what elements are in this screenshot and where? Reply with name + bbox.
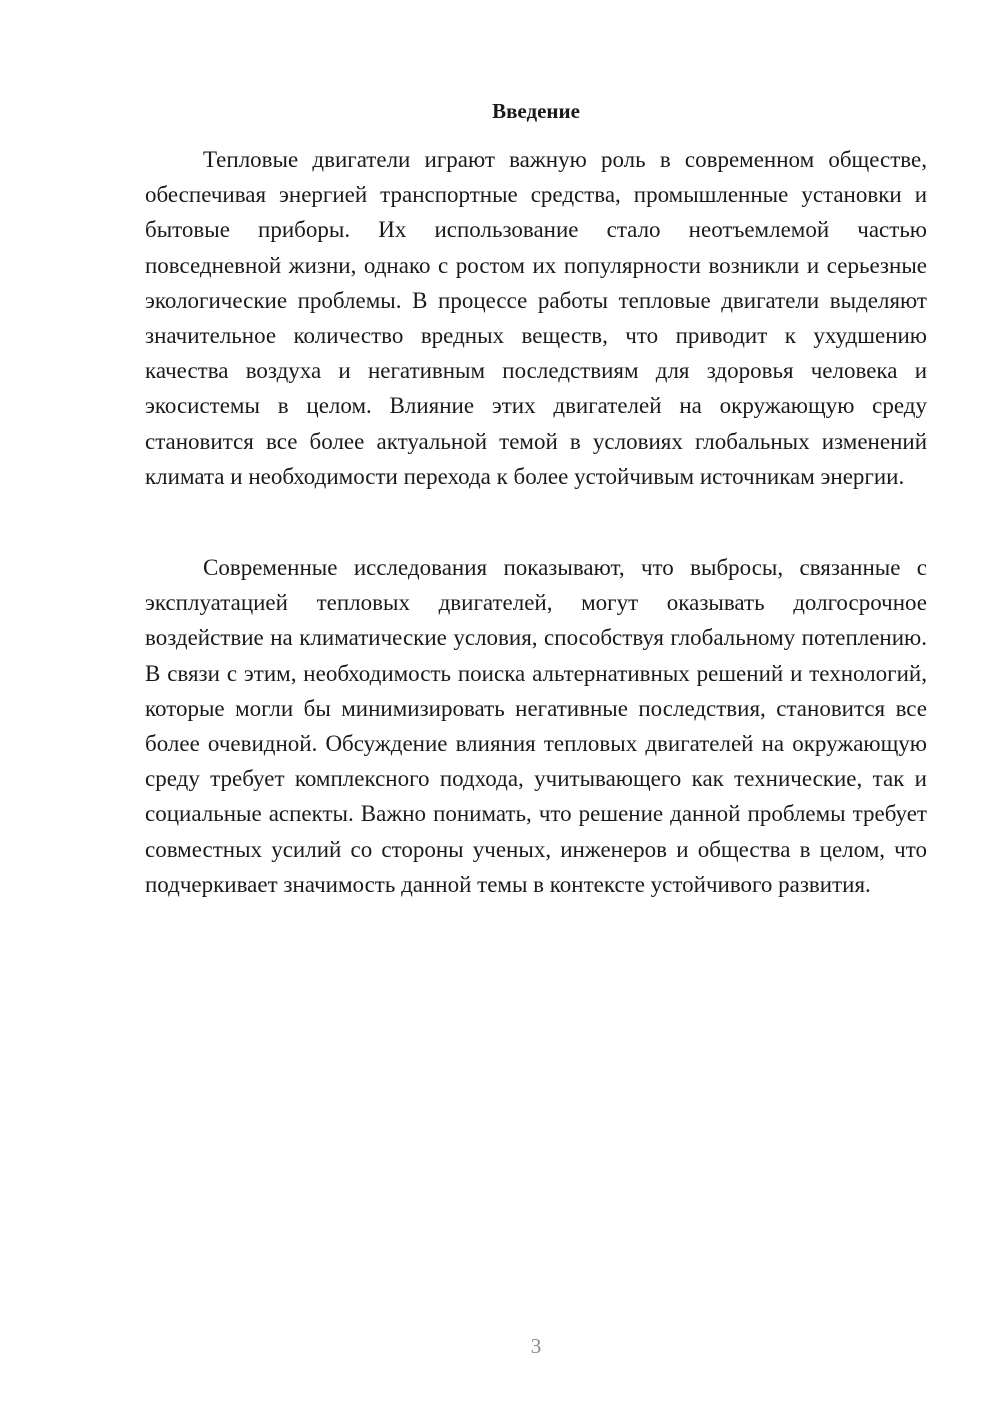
section-title: Введение (492, 99, 580, 123)
paragraph-intro: Тепловые двигатели играют важную роль в современном обществе, обеспечивая энергией транспортные средства, промышленные установки и бытовые приборы. Их использование стало неотъемлемой частью повседневной жизни, однако с ростом их популярности возникли и серьезные экологические проблемы. В процессе работы тепловые двигатели выделяют значительное количество вредных веществ, что приводит к ухудшению качества воздуха и негативным последствиям для здоровья человека и экосистемы в целом. Влияние этих двигателей на окружающую среду становится все более актуальной темой в условиях глобальных изменений климата и необходимости перехода к более устойчивым источникам энергии. (145, 147, 927, 489)
paragraph-research: Современные исследования показывают, что выбросы, связанные с эксплуатацией тепловых двигателей, могут оказывать долгосрочное воздействие на климатические условия, способствуя глобальному потеплению. В связи с этим, необходимость поиска альтернативных решений и технологий, которые могли бы минимизировать негативные последствия, становится все более очевидной. Обсуждение влияния тепловых двигателей на окружающую среду требует комплексного подхода, учитывающего как технические, так и социальные аспекты. Важно понимать, что решение данной проблемы требует совместных усилий со стороны ученых, инженеров и общества в целом, что подчеркивает значимость данной темы в контексте устойчивого развития. (145, 555, 927, 897)
page-number: 3 (530, 1334, 542, 1358)
